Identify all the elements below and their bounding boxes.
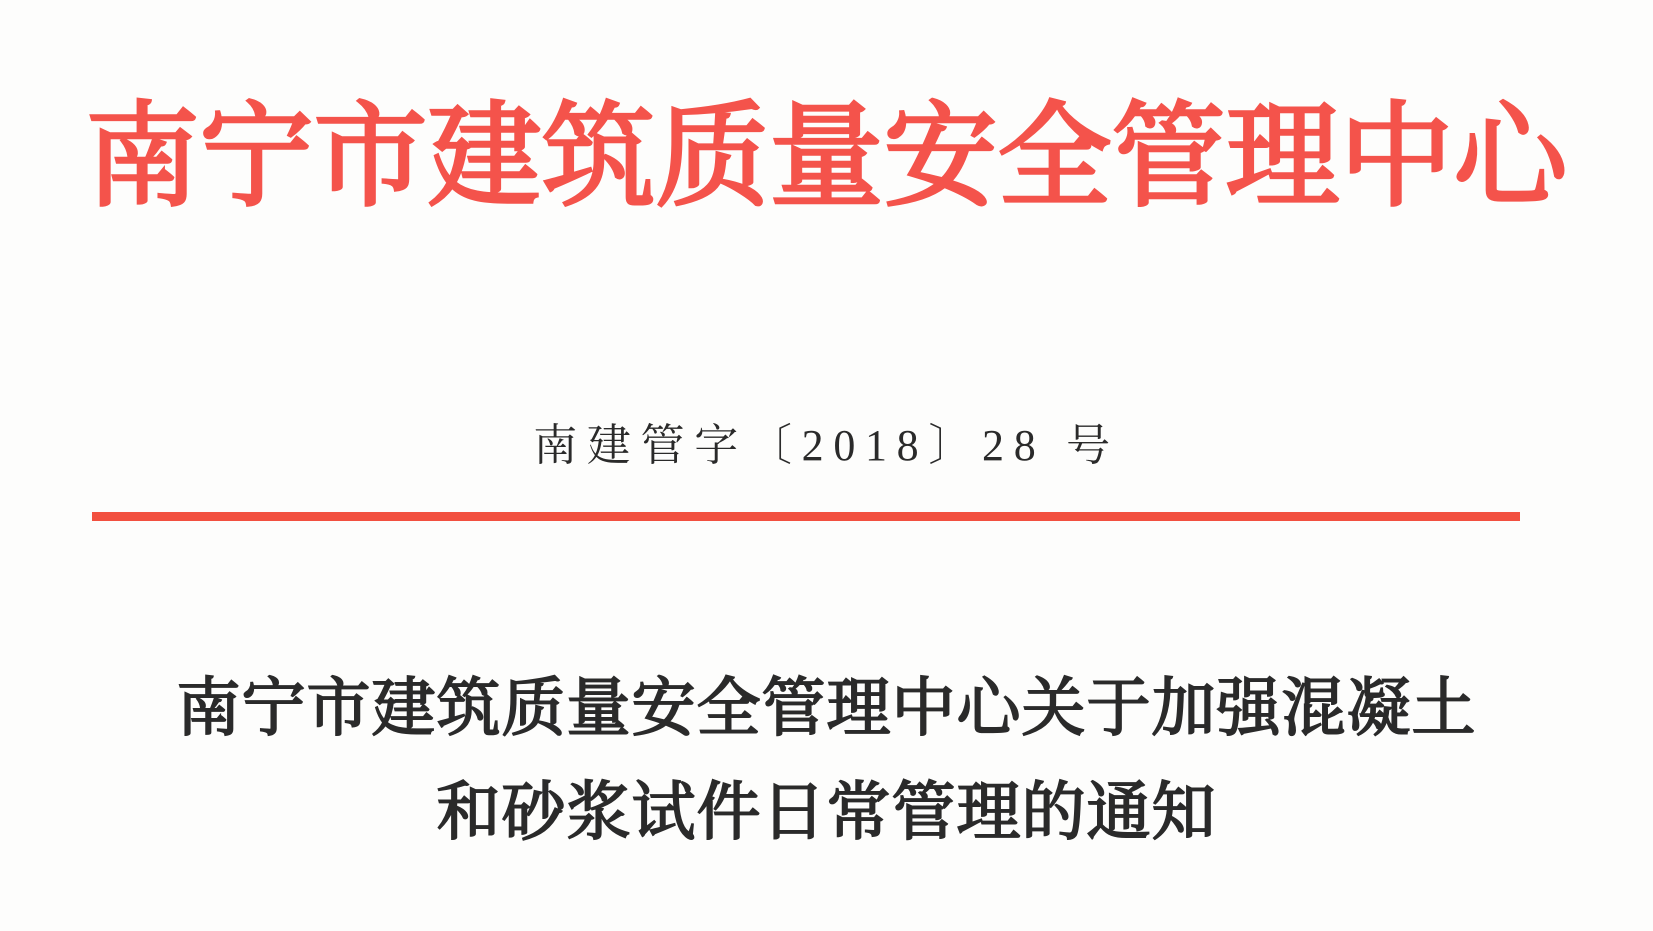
- agency-header-title: 南宁市建筑质量安全管理中心: [85, 94, 1568, 221]
- notice-title: [0, 657, 1653, 865]
- document-page: [0, 90, 1653, 931]
- red-divider-rule: [92, 512, 1520, 521]
- notice-title-line-2: 和砂浆试件日常管理的通知: [436, 776, 1217, 848]
- document-number: 南建管字〔2018〕28 号: [533, 420, 1120, 470]
- notice-title-line-1: 南宁市建筑质量安全管理中心关于加强混凝土: [176, 672, 1477, 744]
